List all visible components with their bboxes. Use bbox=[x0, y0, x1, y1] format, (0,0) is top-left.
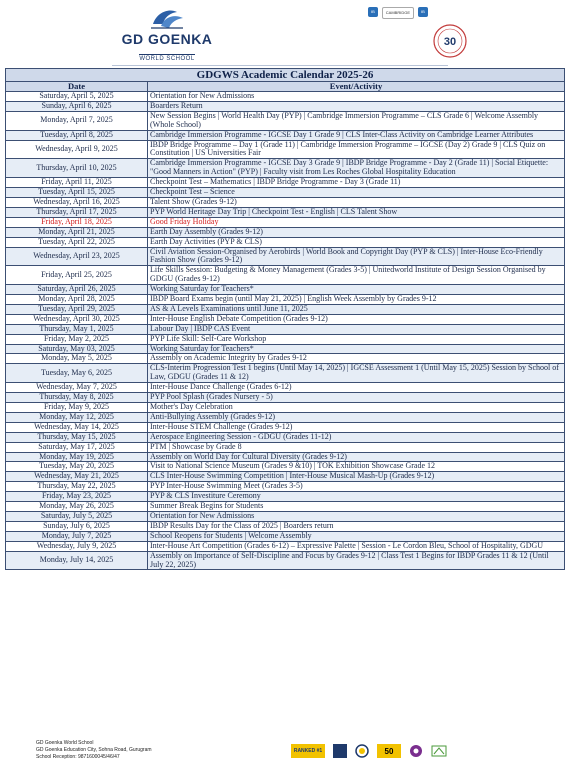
calendar-row bbox=[6, 422, 565, 432]
calendar-row bbox=[6, 531, 565, 541]
calendar-row bbox=[6, 295, 565, 305]
calendar-row bbox=[6, 101, 565, 111]
row-date: Monday, May 26, 2025 bbox=[6, 502, 148, 512]
row-date: Friday, April 18, 2025 bbox=[6, 217, 148, 227]
row-date: Wednesday, July 9, 2025 bbox=[6, 541, 148, 551]
row-date: Monday, July 14, 2025 bbox=[6, 551, 148, 570]
row-event: PYP Inter-House Swimming Meet (Grades 3-5) bbox=[148, 482, 565, 492]
calendar-body bbox=[6, 92, 565, 570]
row-event: Cambridge Immersion Programme - IGCSE Day 1 Grade 9 | CLS Inter-Class Activity on Cambridge Learner Attributes bbox=[148, 130, 565, 140]
ib-badge: IB bbox=[368, 7, 378, 17]
row-date: Thursday, May 1, 2025 bbox=[6, 324, 148, 334]
calendar-row bbox=[6, 130, 565, 140]
calendar-row bbox=[6, 412, 565, 422]
calendar-row bbox=[6, 462, 565, 472]
calendar-row bbox=[6, 237, 565, 247]
row-date: Wednesday, April 23, 2025 bbox=[6, 247, 148, 266]
calendar-row bbox=[6, 304, 565, 314]
row-date: Thursday, April 10, 2025 bbox=[6, 159, 148, 178]
address-line-1: GD Goenka World School bbox=[36, 740, 94, 746]
row-event: Working Saturday for Teachers* bbox=[148, 344, 565, 354]
row-event: Assembly on Academic Integrity by Grades 9-12 bbox=[148, 354, 565, 364]
row-event: IBDP Board Exams begin (until May 21, 2025) | English Week Assembly by Grades 9-12 bbox=[148, 295, 565, 305]
calendar-row bbox=[6, 207, 565, 217]
calendar-row bbox=[6, 178, 565, 188]
row-date: Wednesday, May 21, 2025 bbox=[6, 472, 148, 482]
calendar-title: GDGWS Academic Calendar 2025-26 bbox=[6, 69, 565, 82]
calendar-row bbox=[6, 472, 565, 482]
logo-name: GD GOENKA bbox=[121, 31, 213, 47]
partner-flower-icon bbox=[409, 744, 423, 758]
calendar-row bbox=[6, 482, 565, 492]
row-event: CLS-Interim Progression Test 1 begins (Until May 14, 2025) | IGCSE Assessment 1 (Until May 15, 2025) Session by School of Law, GDGU (Grades 11 & 12) bbox=[148, 364, 565, 383]
partner-logo-2-icon bbox=[431, 744, 447, 758]
row-date: Saturday, April 5, 2025 bbox=[6, 92, 148, 102]
row-date: Thursday, May 8, 2025 bbox=[6, 393, 148, 403]
calendar-row bbox=[6, 492, 565, 502]
row-event: Civil Aviation Session-Organised by Aerobirds | World Book and Copyright Day (PYP & CLS) | Inter-House Eco-Friendly Fashion Show (Grades 9-12) bbox=[148, 247, 565, 266]
row-event: Orientation for New Admissions bbox=[148, 511, 565, 521]
row-date: Monday, April 28, 2025 bbox=[6, 295, 148, 305]
calendar-row bbox=[6, 432, 565, 442]
row-date: Wednesday, May 14, 2025 bbox=[6, 422, 148, 432]
row-event: Orientation for New Admissions bbox=[148, 92, 565, 102]
row-event: PYP World Heritage Day Trip | Checkpoint Test - English | CLS Talent Show bbox=[148, 207, 565, 217]
row-event: School Reopens for Students | Welcome Assembly bbox=[148, 531, 565, 541]
calendar-row bbox=[6, 551, 565, 570]
partner-logos bbox=[291, 744, 447, 758]
row-date: Monday, May 12, 2025 bbox=[6, 412, 148, 422]
row-event: Talent Show (Grades 9-12) bbox=[148, 197, 565, 207]
row-date: Monday, April 7, 2025 bbox=[6, 111, 148, 130]
row-date: Saturday, July 5, 2025 bbox=[6, 511, 148, 521]
swan-logo-icon bbox=[147, 4, 187, 32]
calendar-row bbox=[6, 324, 565, 334]
column-header-date: Date bbox=[6, 82, 148, 92]
cambridge-badge: CAMBRIDGE bbox=[382, 7, 414, 19]
row-date: Thursday, May 15, 2025 bbox=[6, 432, 148, 442]
calendar-row bbox=[6, 197, 565, 207]
calendar-row bbox=[6, 364, 565, 383]
row-date: Thursday, April 17, 2025 bbox=[6, 207, 148, 217]
row-date: Tuesday, April 8, 2025 bbox=[6, 130, 148, 140]
row-event: AS & A Levels Examinations until June 11, 2025 bbox=[148, 304, 565, 314]
row-event: Boarders Return bbox=[148, 101, 565, 111]
calendar-row bbox=[6, 403, 565, 413]
row-event: Earth Day Activities (PYP & CLS) bbox=[148, 237, 565, 247]
row-event: Mother's Day Celebration bbox=[148, 403, 565, 413]
row-date: Tuesday, April 29, 2025 bbox=[6, 304, 148, 314]
row-date: Wednesday, May 7, 2025 bbox=[6, 383, 148, 393]
calendar-row bbox=[6, 227, 565, 237]
row-event: Cambridge Immersion Programme - IGCSE Day 3 Grade 9 | IBDP Bridge Programme - Day 2 (Grade 11) | Social Etiquette: "Good Manners in Action" (PYP) | Faculty visit from Les Roches Global Hospitality Education bbox=[148, 159, 565, 178]
row-event: Inter-House STEM Challenge (Grades 9-12) bbox=[148, 422, 565, 432]
calendar-row bbox=[6, 188, 565, 198]
row-date: Monday, May 19, 2025 bbox=[6, 452, 148, 462]
row-event: PTM | Showcase by Grade 8 bbox=[148, 442, 565, 452]
calendar-row bbox=[6, 442, 565, 452]
row-date: Sunday, July 6, 2025 bbox=[6, 521, 148, 531]
row-event: CLS Inter-House Swimming Competition | Inter-House Musical Mash-Up (Grades 9-12) bbox=[148, 472, 565, 482]
row-event: IBDP Results Day for the Class of 2025 | Boarders return bbox=[148, 521, 565, 531]
row-date: Wednesday, April 9, 2025 bbox=[6, 140, 148, 159]
partner-seal-icon bbox=[355, 744, 369, 758]
fifty-badge: 50 bbox=[377, 744, 401, 758]
row-event: IBDP Bridge Programme – Day 1 (Grade 11) | Cambridge Immersion Programme – IGCSE (Day 2) Grade 9 | CLS Quiz on Constitution | US Universities Fair bbox=[148, 140, 565, 159]
row-date: Wednesday, April 16, 2025 bbox=[6, 197, 148, 207]
calendar-row bbox=[6, 247, 565, 266]
calendar-row bbox=[6, 266, 565, 285]
row-event: Aerospace Engineering Session - GDGU (Grades 11-12) bbox=[148, 432, 565, 442]
row-event: Good Friday Holiday bbox=[148, 217, 565, 227]
calendar-row bbox=[6, 541, 565, 551]
row-date: Monday, July 7, 2025 bbox=[6, 531, 148, 541]
calendar-row bbox=[6, 511, 565, 521]
row-date: Monday, April 21, 2025 bbox=[6, 227, 148, 237]
calendar-row bbox=[6, 92, 565, 102]
address-line-2: GD Goenka Education City, Sohna Road, Gurugram bbox=[36, 747, 152, 753]
row-event: Anti-Bullying Assembly (Grades 9-12) bbox=[148, 412, 565, 422]
calendar-row bbox=[6, 383, 565, 393]
academic-calendar-table bbox=[5, 68, 565, 570]
seal-number: 30 bbox=[443, 36, 457, 48]
column-header-event: Event/Activity bbox=[148, 82, 565, 92]
row-event: Assembly on World Day for Cultural Diversity (Grades 9-12) bbox=[148, 452, 565, 462]
calendar-row bbox=[6, 140, 565, 159]
header-divider bbox=[112, 65, 448, 66]
row-event: Summer Break Begins for Students bbox=[148, 502, 565, 512]
calendar-row bbox=[6, 521, 565, 531]
row-event: Working Saturday for Teachers* bbox=[148, 285, 565, 295]
row-date: Monday, May 5, 2025 bbox=[6, 354, 148, 364]
ranking-badge: RANKED #1 bbox=[291, 744, 325, 758]
row-event: Inter-House Art Competition (Grades 6-12) – Expressive Palette | Session - Le Cordon Bleu, School of Hospitality, GDGU bbox=[148, 541, 565, 551]
row-date: Tuesday, April 22, 2025 bbox=[6, 237, 148, 247]
row-date: Friday, April 25, 2025 bbox=[6, 266, 148, 285]
partner-logo-icon bbox=[333, 744, 347, 758]
school-address bbox=[36, 740, 152, 761]
row-date: Tuesday, May 20, 2025 bbox=[6, 462, 148, 472]
row-date: Sunday, April 6, 2025 bbox=[6, 101, 148, 111]
logo-subtitle: WORLD SCHOOL bbox=[139, 56, 195, 62]
row-event: Inter-House Dance Challenge (Grades 6-12) bbox=[148, 383, 565, 393]
row-event: Earth Day Assembly (Grades 9-12) bbox=[148, 227, 565, 237]
row-date: Saturday, April 26, 2025 bbox=[6, 285, 148, 295]
row-event: PYP Pool Splash (Grades Nursery - 5) bbox=[148, 393, 565, 403]
calendar-row bbox=[6, 452, 565, 462]
row-date: Wednesday, April 30, 2025 bbox=[6, 314, 148, 324]
row-date: Friday, April 11, 2025 bbox=[6, 178, 148, 188]
row-date: Friday, May 23, 2025 bbox=[6, 492, 148, 502]
row-date: Friday, May 9, 2025 bbox=[6, 403, 148, 413]
calendar-row bbox=[6, 111, 565, 130]
row-date: Tuesday, April 15, 2025 bbox=[6, 188, 148, 198]
page-header bbox=[0, 0, 571, 66]
row-date: Saturday, May 03, 2025 bbox=[6, 344, 148, 354]
calendar-row bbox=[6, 393, 565, 403]
row-event: Inter-House English Debate Competition (Grades 9-12) bbox=[148, 314, 565, 324]
row-event: Checkpoint Test – Mathematics | IBDP Bridge Programme - Day 3 (Grade 11) bbox=[148, 178, 565, 188]
calendar-row bbox=[6, 285, 565, 295]
row-event: Assembly on Importance of Self-Discipline and Focus by Grades 9-12 | Class Test 1 Begins for IBDP Grades 11 & 12 (Until July 22, 2025) bbox=[148, 551, 565, 570]
ib-badge-2: IB bbox=[418, 7, 428, 17]
row-date: Tuesday, May 6, 2025 bbox=[6, 364, 148, 383]
page-footer bbox=[0, 738, 571, 769]
row-event: PYP Life Skill: Self-Care Workshop bbox=[148, 334, 565, 344]
row-event: Labour Day | IBDP CAS Event bbox=[148, 324, 565, 334]
calendar-row bbox=[6, 354, 565, 364]
calendar-row bbox=[6, 159, 565, 178]
row-date: Friday, May 2, 2025 bbox=[6, 334, 148, 344]
row-event: New Session Begins | World Health Day (PYP) | Cambridge Immersion Programme – CLS Grade 6 | Welcome Assembly (Whole School) bbox=[148, 111, 565, 130]
school-logo bbox=[92, 4, 242, 64]
calendar-row bbox=[6, 344, 565, 354]
row-date: Thursday, May 22, 2025 bbox=[6, 482, 148, 492]
row-event: PYP & CLS Investiture Ceremony bbox=[148, 492, 565, 502]
accreditation-strip bbox=[368, 7, 428, 19]
row-event: Visit to National Science Museum (Grades 9 &10) | TOK Exhibition Showcase Grade 12 bbox=[148, 462, 565, 472]
address-line-3: School Reception: 9871600045/46/47 bbox=[36, 754, 120, 760]
row-date: Saturday, May 17, 2025 bbox=[6, 442, 148, 452]
calendar-row bbox=[6, 334, 565, 344]
row-event: Checkpoint Test – Science bbox=[148, 188, 565, 198]
calendar-row bbox=[6, 314, 565, 324]
calendar-row bbox=[6, 502, 565, 512]
calendar-row bbox=[6, 217, 565, 227]
anniversary-seal-icon bbox=[433, 24, 467, 58]
row-event: Life Skills Session: Budgeting & Money Management (Grades 3-5) | Unitedworld Institute of Design Session Organised by GDGU (Grades 9-12) bbox=[148, 266, 565, 285]
